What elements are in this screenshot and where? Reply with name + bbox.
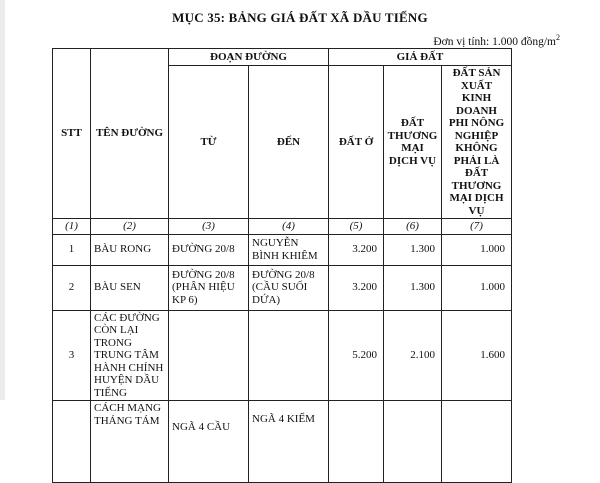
cell-tu: ĐƯỜNG 20/8 (PHÂN HIỆU KP 6): [169, 265, 249, 310]
index-cell: (2): [91, 219, 169, 235]
cell-stt: 2: [53, 265, 91, 310]
cell-dat-o: 3.200: [329, 265, 384, 310]
cell-tu: ĐƯỜNG 20/8: [169, 234, 249, 265]
cell-dat-o: 3.200: [329, 234, 384, 265]
header-dat-thuong-mai: ĐẤT THƯƠNG MẠI DỊCH VỤ: [384, 66, 442, 219]
cell-dat-sx: 1.600: [442, 310, 512, 401]
cell-dat-tm: [384, 401, 442, 483]
page-edge: [0, 0, 5, 400]
cell-tu: NGÃ 4 CẦU: [169, 401, 249, 483]
cell-tu: [169, 310, 249, 401]
cell-ten-duong: CÁC ĐƯỜNG CÒN LẠI TRONG TRUNG TÂM HÀNH CHÍNH HUYỆN DẦU TIẾNG: [91, 310, 169, 401]
cell-dat-sx: 1.000: [442, 234, 512, 265]
header-stt: STT: [53, 49, 91, 219]
unit-superscript: 2: [556, 33, 560, 42]
cell-dat-tm: 1.300: [384, 234, 442, 265]
index-cell: (5): [329, 219, 384, 235]
cell-den: NGUYỄN BÌNH KHIÊM: [249, 234, 329, 265]
header-dat-o: ĐẤT Ở: [329, 66, 384, 219]
header-gia-dat: GIÁ ĐẤT: [329, 49, 512, 66]
land-price-table: [52, 48, 512, 483]
column-index-row: [53, 219, 512, 235]
cell-stt: 3: [53, 310, 91, 401]
index-cell: (7): [442, 219, 512, 235]
table-row: [53, 310, 512, 401]
header-ten-duong: TÊN ĐƯỜNG: [91, 49, 169, 219]
table-row: [53, 401, 512, 483]
cell-ten-duong: BÀU SEN: [91, 265, 169, 310]
unit-text: Đơn vị tính: 1.000 đồng/m: [433, 35, 556, 48]
cell-stt: 1: [53, 234, 91, 265]
index-cell: (3): [169, 219, 249, 235]
index-cell: (4): [249, 219, 329, 235]
header-dat-san-xuat: ĐẤT SẢN XUẤT KINH DOANH PHI NÔNG NGHIỆP KHÔNG PHẢI LÀ ĐẤT THƯƠNG MẠI DỊCH VỤ: [442, 66, 512, 219]
cell-dat-tm: 2.100: [384, 310, 442, 401]
header-den: ĐẾN: [249, 66, 329, 219]
index-cell: (1): [53, 219, 91, 235]
index-cell: (6): [384, 219, 442, 235]
table-row: [53, 265, 512, 310]
cell-ten-duong: CÁCH MẠNG THÁNG TÁM: [91, 401, 169, 483]
header-doan-duong: ĐOẠN ĐƯỜNG: [169, 49, 329, 66]
cell-ten-duong: BÀU RONG: [91, 234, 169, 265]
cell-dat-tm: 1.300: [384, 265, 442, 310]
cell-dat-sx: 1.000: [442, 265, 512, 310]
cell-den: NGÃ 4 KIỂM: [249, 401, 329, 483]
cell-stt: [53, 401, 91, 483]
cell-dat-o: [329, 401, 384, 483]
document-title: MỤC 35: BẢNG GIÁ ĐẤT XÃ DẦU TIẾNG: [172, 10, 428, 25]
unit-note: [433, 33, 560, 48]
cell-dat-sx: [442, 401, 512, 483]
cell-dat-o: 5.200: [329, 310, 384, 401]
header-tu: TỪ: [169, 66, 249, 219]
table-row: [53, 234, 512, 265]
cell-den: [249, 310, 329, 401]
cell-den: ĐƯỜNG 20/8 (CẦU SUỐI DỨA): [249, 265, 329, 310]
